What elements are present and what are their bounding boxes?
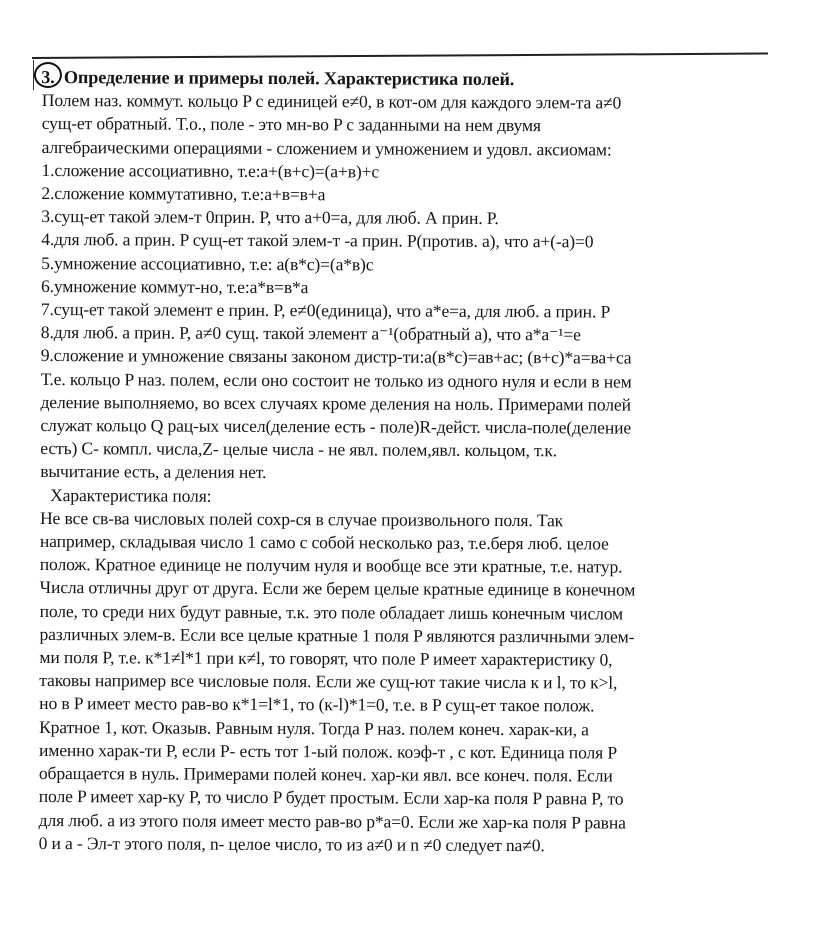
characteristic-line: Кратное 1, кот. Оказыв. Равным нуля. Тогда P наз. полем конеч. харак-ки, а (39, 716, 589, 740)
top-rule (32, 53, 768, 59)
characteristic-line: 0 и а - Эл-т этого поля, n- целое число, то из а≠0 и n ≠0 следует na≠0. (38, 832, 545, 855)
characteristic-line: Числа отличны друг от друга. Если же берем целые кратные единице в конечном (39, 577, 636, 601)
characteristic-line: различных элем-в. Если все целые кратные 1 поля P являются различными элем- (39, 623, 635, 647)
characteristic-line: поле, то среди них будут равные, т.к. это поле обладает лишь конечным числом (39, 600, 624, 624)
characteristic-heading: Характеристика поля: (50, 484, 212, 506)
characteristic-line: ми поля P, т.е. к*1≠l*1 при к≠l, то говорят, что поле P имеет характеристику 0, (39, 647, 613, 670)
axiom-line: 4.для люб. а прин. P сущ-ет такой элем-т -а прин. P(против. а), что а+(-а)=0 (41, 229, 594, 252)
axiom-line: 3.сущ-ет такой элем-т 0прин. P, что а+0=а, для люб. А прин. P. (41, 206, 499, 229)
definition-line: Полем наз. коммут. кольцо P с единицей e≠0, в кот-ом для каждого элем-та a≠0 (41, 90, 622, 113)
axiom-line: 7.сущ-ет такой элемент е прин. P, е≠0(единица), что а*е=а, для люб. а прин. P (40, 299, 611, 322)
characteristic-line: полож. Кратное единице не получим нуля и вообще все эти кратные, т.е. натур. (39, 554, 623, 577)
axiom-line: 8.для люб. а прин. P, а≠0 сущ. такой элемент а⁻¹(обратный а), что а*а⁻¹=е (40, 322, 581, 345)
characteristic-line: именно харак-ти P, если P- есть тот 1-ый полож. коэф-т , с кот. Единица поля P (38, 739, 618, 763)
definition-line: алгебраическими операциями - сложением и умножением и удовл. аксиомам: (41, 136, 612, 160)
examples-line: деление выполняемо, во всех случаях кроме деления на ноль. Примерами полей (40, 391, 631, 415)
axiom-line: 5.умножение ассоциативно, т.е: а(в*с)=(а*в)с (41, 252, 374, 275)
definition-line: сущ-ет обратный. Т.о., поле - это мн-во P с заданными на нем двумя (41, 113, 541, 136)
section-heading (42, 62, 802, 93)
examples-line: вычитание есть, а деления нет. (40, 461, 267, 483)
section-title: Определение и примеры полей. Характеристика полей. (63, 67, 515, 90)
axiom-line: 1.сложение ассоциативно, т.е:а+(в+с)=(а+в)+с (41, 159, 380, 182)
examples-line: есть) C- компл. числа,Z- целые числа - не явл. полем,явл. кольцом, т.к. (40, 438, 558, 461)
axiom-line: 9.сложение и умножение связаны законом дистр-ти:а(в*с)=ав+ас; (в+с)*а=ва+са (40, 345, 632, 369)
characteristic-line: таковы например все числовые поля. Если же сущ-ют такие числа к и l, то к>l, (39, 670, 618, 693)
characteristic-line: например, складывая число 1 само с собой несколько раз, т.е.беря люб. целое (39, 531, 609, 554)
characteristic-line: обращается в нуль. Примерами полей конеч. хар-ки явл. все конеч. поля. Если (38, 763, 613, 786)
section-number: 3. (34, 62, 62, 88)
axiom-line: 6.умножение коммут-но, т.е:а*в=в*а (40, 275, 309, 297)
characteristic-line: но в P имеет место рав-во к*1=l*1, то (к-l)*1=0, т.е. в P сущ-ет такое полож. (39, 693, 595, 716)
characteristic-line: для люб. а из этого поля имеет место рав-во p*а=0. Если же хар-ка поля P равна (38, 809, 626, 833)
examples-line: служат кольцо Q рац-ых чисел(деление есть - поле)R-дейст. числа-поле(деление (40, 415, 632, 438)
axiom-line: 2.сложение коммутативно, т.е:а+в=в+а (41, 183, 326, 205)
characteristic-line: поле P имеет хар-ку P, то число P будет простым. Если хар-ка поля P равна P, то (38, 786, 624, 809)
page-text (39, 62, 802, 858)
examples-line: Т.е. кольцо P наз. полем, если оно состоит не только из одного нуля и если в нем (40, 368, 632, 392)
characteristic-line: Не все св-ва числовых полей сохр-ся в случае произвольного поля. Так (39, 507, 564, 531)
